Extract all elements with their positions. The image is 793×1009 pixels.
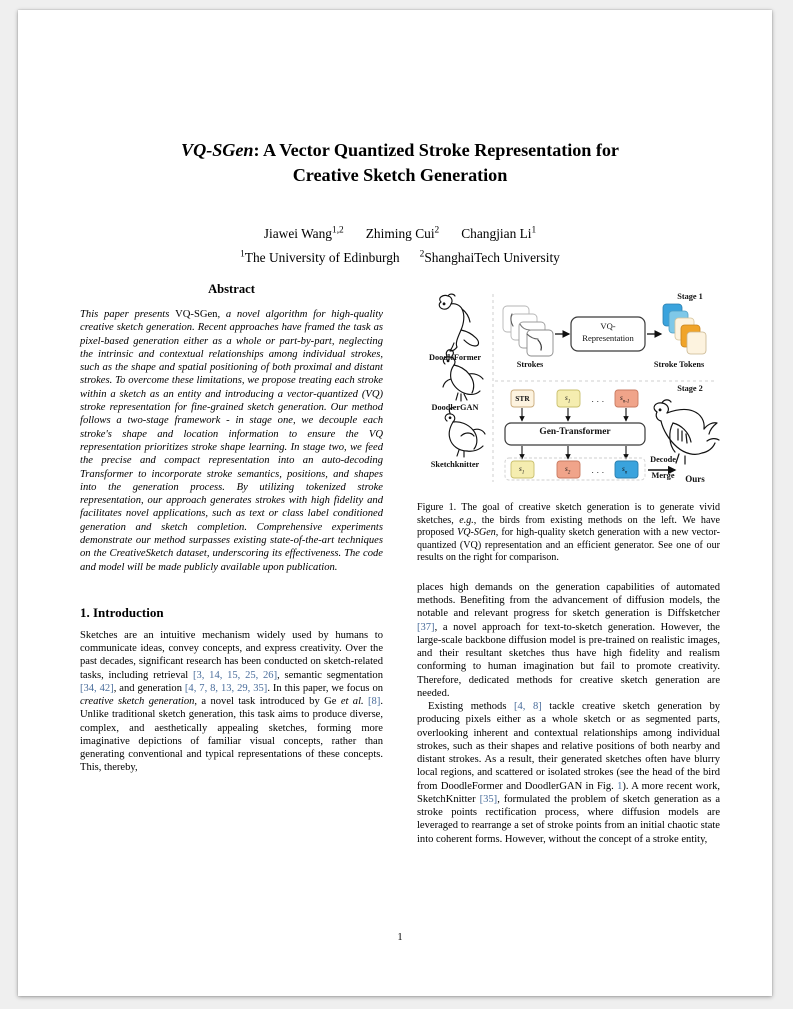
abstract-heading: Abstract [208,282,255,296]
ours-label: Ours [685,474,705,484]
text-run: , semantic segmentation [277,669,383,681]
author-3 [461,226,536,241]
right-column [417,282,720,846]
intro-paragraph-3 [417,700,720,846]
vq-box-line1: VQ- [600,321,616,331]
text-run: , formulated the problem of sketch generation as a stroke points rectification process, where diffusion models are leveraged to rearrange a set of stroke points from an initial chaotic state into coherent forms. However, without the concept of a stroke entity, [417,793,720,845]
text-run: , a novel approach for text-to-sketch generation. However, the large-scale backbone diffusion model is pre-trained on realistic images, and their resultant sketches thus have high fidelity and realism conforming to human imagination but fail to promote creativity. Therefore, dedicated methods for creative sketch generation are needed. [417,621,720,699]
author-3-name: Changjian Li [461,226,532,241]
text-run: . In this paper, we focus on [267,682,383,694]
text-run: tackle creative sketch generation by producing pixels either as a whole sketch or as segmented parts, overlooking inherent and contextual relationships among individual strokes, such as their shapes and relative positions of both nearby and distant strokes. As a result, their generated sketches often have blurry local regions, and scattered or isolated strokes (see the head of the bird from DoodleFormer and DoodlerGAN in Fig. [417,701,720,792]
bird-sketchknitter [445,408,485,457]
author-list [80,224,720,244]
merge-label: Merge [651,471,675,480]
text-run: et al. [340,696,364,708]
citation-ref[interactable]: [3, 14, 15, 25, 26] [193,669,278,681]
author-2-sup: 2 [434,225,440,236]
figure-label-stage2: Stage 2 [677,384,703,393]
text-run: , for high-quality sketch generation with a new vector-quantized (VQ) representation and an efficient generator. See one of our results on the right for comparison. [417,527,720,564]
gen-transformer-label: Gen-Transformer [539,427,611,437]
citation-ref[interactable]: [34, 42] [80,682,114,694]
figure-label-sketchknitter: Sketchknitter [430,460,480,469]
token-output-n-label: $s_n$ [622,465,628,476]
affiliation-1 [240,250,400,265]
author-1-sup: 1,2 [332,225,344,236]
token-input-1-label: $s_1$ [565,394,571,405]
intro-paragraph-1 [80,629,383,775]
page-number: 1 [397,932,403,943]
intro-paragraph-2 [417,581,720,700]
text-run: ). A more recent work, SketchKnitter [417,780,720,805]
affiliation-list [80,248,720,268]
title-brand: VQ-SGen [181,140,254,160]
token-input-last-label: $s_{n-1}$ [620,394,630,405]
text-run: places high demands on the generation capabilities of automated methods. Benefiting from the advancement of diffusion models, the notable and relevant progress for sketch generation is Diffsketcher [417,581,720,620]
right-column-body [417,581,720,846]
paper-page [18,10,772,996]
author-3-sup: 1 [531,225,537,236]
text-run: Sketches are an intuitive mechanism widely used by humans to communicate ideas, convey concepts, and express creativity. Over the past decades, significant research has been conducted on sketch-related tasks, including retrieval [80,629,383,681]
author-1 [264,226,344,241]
decode-label: Decode [650,455,676,464]
stroke-token-stack [663,304,706,354]
figure-label-stage1: Stage 1 [677,292,703,301]
abstract-text [80,308,383,574]
text-run: Existing methods [428,701,514,713]
text-run: Figure 1. The goal of creative sketch generation is to generate vivid sketches, [417,502,720,526]
page-content [80,10,720,996]
abstract-post: , a novel algorithm for high-quality creative sketch generation. Recent approaches have framed the task as pixel-based generation either as a whole or part-by-part, neglecting the intrinsic and contextual relationships among individual strokes, such as the shape and spatial positioning of both proximal and distant strokes. To overcome these limitations, we propose treating each stroke within a sketch as an entity and introducing a vector-quantized (VQ) stroke representation for fine-grained sketch generation. Our method follows a two-stage framework - in stage one, we decouple each stroke's shape and location information to ensure the VQ representation prioritizes stroke shape learning. In stage two, we feed the precise and compact representation into an auto-decoding Transformer to incorporate stroke semantics, positions, and shapes into the generation process. By utilizing tokenized stroke representation, our approach generates strokes with high fidelity and facilitates novel applications, such as text or class label conditioned generation and sketch completion. Comprehensive experiments demonstrate our method surpasses existing state-of-the-art techniques on the CreativeSketch dataset, underscoring its effectiveness. The code and model will be made publicly available upon publication. [80,309,383,573]
citation-ref[interactable]: [4, 8] [513,701,542,713]
introduction-section [80,605,383,775]
citation-ref[interactable]: [37] [417,621,435,633]
affiliation-2 [420,250,560,265]
ellipsis-output: . . . [591,466,605,475]
figure-label-doodlergan: DoodlerGAN [431,403,479,412]
figure-label-stroke-tokens: Stroke Tokens [653,360,705,369]
bird-doodleformer [439,294,478,351]
affiliation-1-sup: 1 [240,249,245,260]
text-run: . Unlike traditional sketch generation, this task aims to produce diverse, complex, and aesthetically appealing sketches, forming more imaginative depictions of familiar visual concepts, rather than generating conventional and typical representations of these concepts. This, thereby, [80,696,383,774]
citation-ref[interactable]: [35] [479,793,498,805]
token-output-2-label: $s_2$ [565,465,571,476]
text-run: VQ-SGen [457,527,496,539]
text-run: , the birds from existing methods on the left. We have proposed [417,514,720,539]
figure-1-caption [417,502,720,565]
vq-box-line2: Representation [582,333,634,343]
title-line2: Creative Sketch Generation [292,165,508,185]
stage2-output-tokens [511,461,638,478]
citation-ref[interactable]: [8] [368,696,381,708]
figure-1 [417,290,720,490]
page-title [120,138,680,188]
ellipsis-input: . . . [591,395,605,404]
text-run: creative sketch generation [80,696,195,708]
token-str-label: STR [515,394,530,403]
title-line1-rest: : A Vector Quantized Stroke Representation for [253,140,619,160]
author-1-name: Jiawei Wang [263,226,332,241]
affiliation-2-name: ShanghaiTech University [424,250,560,265]
left-column [80,282,383,775]
figure-label-strokes: Strokes [516,360,544,369]
author-2 [366,226,440,241]
introduction-heading: 1. Introduction [80,604,164,620]
token-output-1-label: $s_1$ [519,465,525,476]
citation-ref[interactable]: [4, 7, 8, 13, 29, 35] [184,682,268,694]
figure-label-doodleformer: DoodleFormer [428,353,482,362]
stroke-card-stack [503,306,553,356]
title-block [80,10,720,268]
citation-ref[interactable]: 1 [617,780,623,792]
text-run: , and generation [113,682,185,694]
abstract-pre: This paper presents [80,309,176,320]
abstract-brand: VQ-SGen [175,309,218,320]
text-run: , a novel task introduced by Ge [194,696,341,708]
affiliation-1-name: The University of Edinburgh [244,250,400,265]
text-run: e.g. [459,514,474,526]
author-2-name: Zhiming Cui [365,226,435,241]
affiliation-2-sup: 2 [419,249,425,260]
